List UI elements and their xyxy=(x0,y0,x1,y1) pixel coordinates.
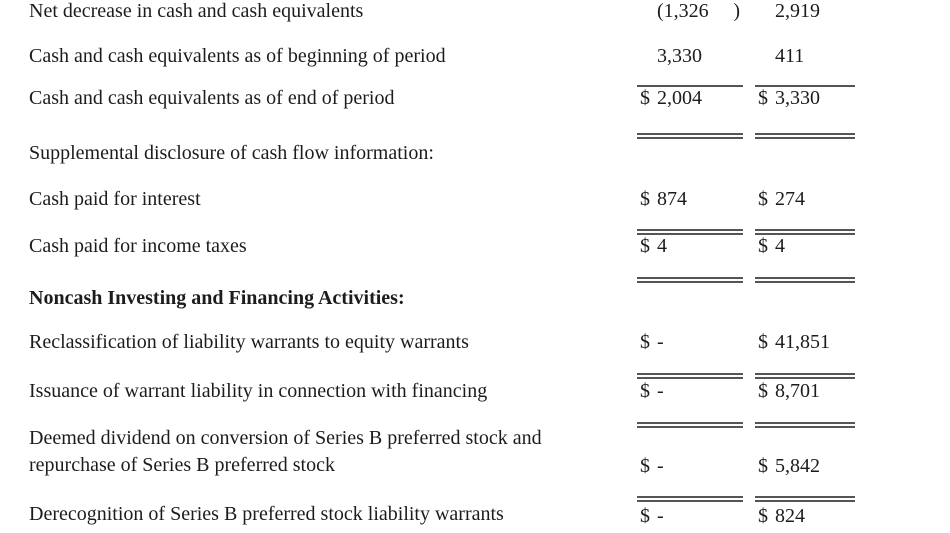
value-cell-col1 xyxy=(637,455,743,502)
row-label xyxy=(29,425,629,479)
value-cell-col2 xyxy=(755,188,855,235)
value-cell-col1 xyxy=(637,235,743,283)
value-text: - xyxy=(657,331,664,353)
dollar-sign: $ xyxy=(640,87,650,109)
section-label: Supplemental disclosure of cash flow information: xyxy=(29,142,434,164)
dollar-sign: $ xyxy=(640,455,650,477)
value-cell-col1 xyxy=(637,331,743,379)
value-text: 4 xyxy=(657,235,667,257)
row-label: Derecognition of Series B preferred stock liability warrants xyxy=(29,503,504,525)
value-text: 3,330 xyxy=(657,45,702,67)
value-text: 3,330 xyxy=(775,87,820,109)
row-label: Reclassification of liability warrants to equity warrants xyxy=(29,331,469,353)
row-label: Issuance of warrant liability in connection with financing xyxy=(29,380,488,402)
row-label: Cash paid for interest xyxy=(29,188,201,210)
value-cell-col2 xyxy=(755,235,855,283)
section-label: Noncash Investing and Financing Activities: xyxy=(29,287,405,309)
value-cell-col2 xyxy=(755,85,855,139)
value-cell-col1 xyxy=(637,505,743,528)
value-cell-col2 xyxy=(755,505,855,528)
close-paren: ) xyxy=(733,0,740,22)
dollar-sign: $ xyxy=(640,331,650,353)
dollar-sign: $ xyxy=(758,188,768,210)
value-text: 5,842 xyxy=(775,455,820,477)
value-text: 2,004 xyxy=(657,87,702,109)
row-label-line2: repurchase of Series B preferred stock xyxy=(29,454,335,476)
value-cell-col1 xyxy=(637,188,743,235)
value-text: (1,326 xyxy=(657,0,709,22)
value-text: 824 xyxy=(775,505,805,527)
value-text: 874 xyxy=(657,188,687,210)
row-label: Cash and cash equivalents as of end of period xyxy=(29,87,395,109)
value-cell-col1 xyxy=(637,85,743,139)
value-cell-col2 xyxy=(755,331,855,379)
dollar-sign: $ xyxy=(758,331,768,353)
dollar-sign: $ xyxy=(758,380,768,402)
dollar-sign: $ xyxy=(640,505,650,527)
dollar-sign: $ xyxy=(758,455,768,477)
dollar-sign: $ xyxy=(640,188,650,210)
dollar-sign: $ xyxy=(640,235,650,257)
value-text: 8,701 xyxy=(775,380,820,402)
value-text: 274 xyxy=(775,188,805,210)
row-label: Cash and cash equivalents as of beginning of period xyxy=(29,45,446,67)
value-cell-col1 xyxy=(637,45,743,68)
value-cell-col2 xyxy=(755,45,855,68)
row-label: Net decrease in cash and cash equivalents xyxy=(29,0,364,22)
dollar-sign: $ xyxy=(758,505,768,527)
dollar-sign: $ xyxy=(640,380,650,402)
value-cell-col1 xyxy=(637,0,743,23)
dollar-sign: $ xyxy=(758,87,768,109)
value-text: - xyxy=(657,505,664,527)
row-label-line1: Deemed dividend on conversion of Series B preferred stock and xyxy=(29,427,542,449)
value-text: 41,851 xyxy=(775,331,830,353)
value-text: 4 xyxy=(775,235,785,257)
value-cell-col1 xyxy=(637,380,743,428)
value-cell-col2 xyxy=(755,0,855,23)
value-cell-col2 xyxy=(755,380,855,428)
value-text: - xyxy=(657,380,664,402)
value-cell-col2 xyxy=(755,455,855,502)
value-text: 2,919 xyxy=(775,0,820,22)
value-text: 411 xyxy=(775,45,805,67)
dollar-sign: $ xyxy=(758,235,768,257)
row-label: Cash paid for income taxes xyxy=(29,235,247,257)
value-text: - xyxy=(657,455,664,477)
